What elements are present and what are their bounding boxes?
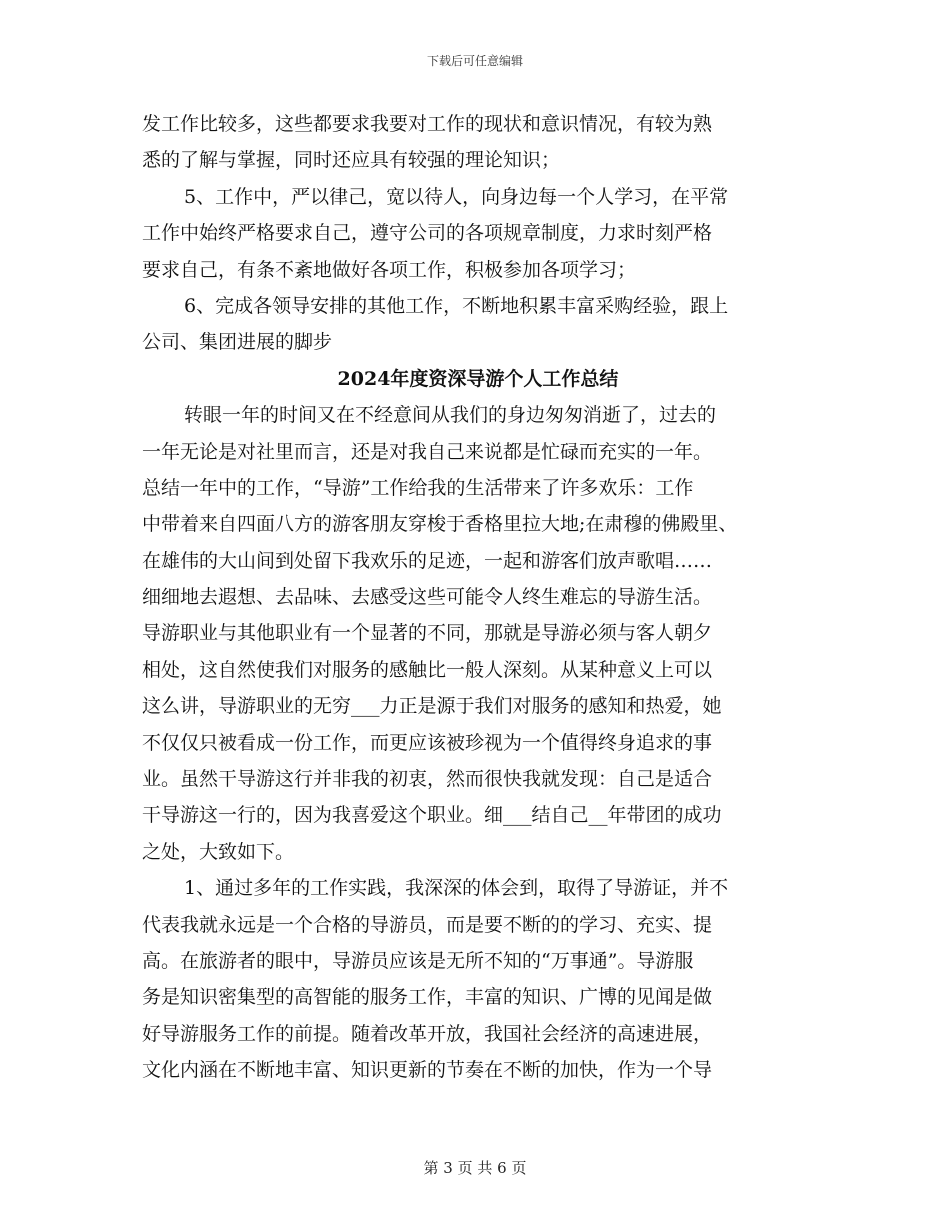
document-body [142,106,822,1089]
page-footer: 第 3 页 共 6 页 [423,1159,527,1177]
text-line: 公司、集团进展的脚步 [142,331,333,354]
text-line: 这么讲，导游职业的无穷___力正是源于我们对服务的感知和热爱，她 [142,695,722,718]
text-line: 不仅仅只被看成一份工作，而更应该被珍视为一个值得终身追求的事 [142,731,713,754]
text-line: 悉的了解与掌握，同时还应具有较强的理论知识； [142,149,561,172]
text-line: 一年无论是对社里而言，还是对我自己来说都是忙碌而充实的一年。 [142,440,713,463]
text-line: 总结一年中的工作，“导游”工作给我的生活带来了许多欢乐：工作 [142,476,694,499]
text-line: 高。在旅游者的眼中，导游员应该是无所不知的“万事通”。导游服 [142,949,694,972]
text-line: 导游职业与其他职业有一个显著的不同，那就是导游必须与客人朝夕 [142,622,713,645]
text-line: 中带着来自四面八方的游客朋友穿梭于香格里拉大地;在肃穆的佛殿里、 [142,513,738,536]
text-line: 好导游服务工作的前提。随着改革开放，我国社会经济的高速进展， [142,1022,713,1045]
text-line: 在雄伟的大山间到处留下我欢乐的足迹，一起和游客们放声歌唱…… [142,549,713,572]
text-line: 干导游这一行的，因为我喜爱这个职业。细___结自己__年带团的成功 [142,804,722,827]
text-line: 发工作比较多，这些都要求我要对工作的现状和意识情况，有较为熟 [142,113,713,135]
text-line: 1、通过多年的工作实践，我深深的体会到，取得了导游证，并不 [184,877,729,900]
text-line: 文化内涵在不断地丰富、知识更新的节奏在不断的加快，作为一个导 [142,1059,713,1082]
section-title: 2024年度资深导游个人工作总结 [337,367,619,390]
text-line: 转眼一年的时间又在不经意间从我们的身边匆匆消逝了，过去的 [184,404,717,427]
text-line: 之处，大致如下。 [142,840,295,863]
text-line: 业。虽然干导游这行并非我的初衷，然而很快我就发现：自己是适合 [142,768,713,791]
text-line: 5、工作中，严以律己，宽以待人，向身边每一个人学习，在平常 [184,185,729,208]
text-line: 工作中始终严格要求自己，遵守公司的各项规章制度，力求时刻严格 [142,222,713,245]
text-line: 代表我就永远是一个合格的导游员，而是要不断的的学习、充实、提 [142,913,713,936]
page-header: 下载后可任意编辑 [426,54,523,68]
text-line: 6、完成各领导安排的其他工作，不断地积累丰富采购经验，跟上 [184,294,729,317]
text-line: 相处，这自然使我们对服务的感触比一般人深刻。从某种意义上可以 [142,658,713,681]
text-line: 务是知识密集型的高智能的服务工作，丰富的知识、广博的见闻是做 [142,986,713,1009]
text-line: 细细地去遐想、去品味、去感受这些可能令人终生难忘的导游生活。 [142,586,713,609]
text-line: 要求自己，有条不紊地做好各项工作，积极参加各项学习； [142,258,637,281]
